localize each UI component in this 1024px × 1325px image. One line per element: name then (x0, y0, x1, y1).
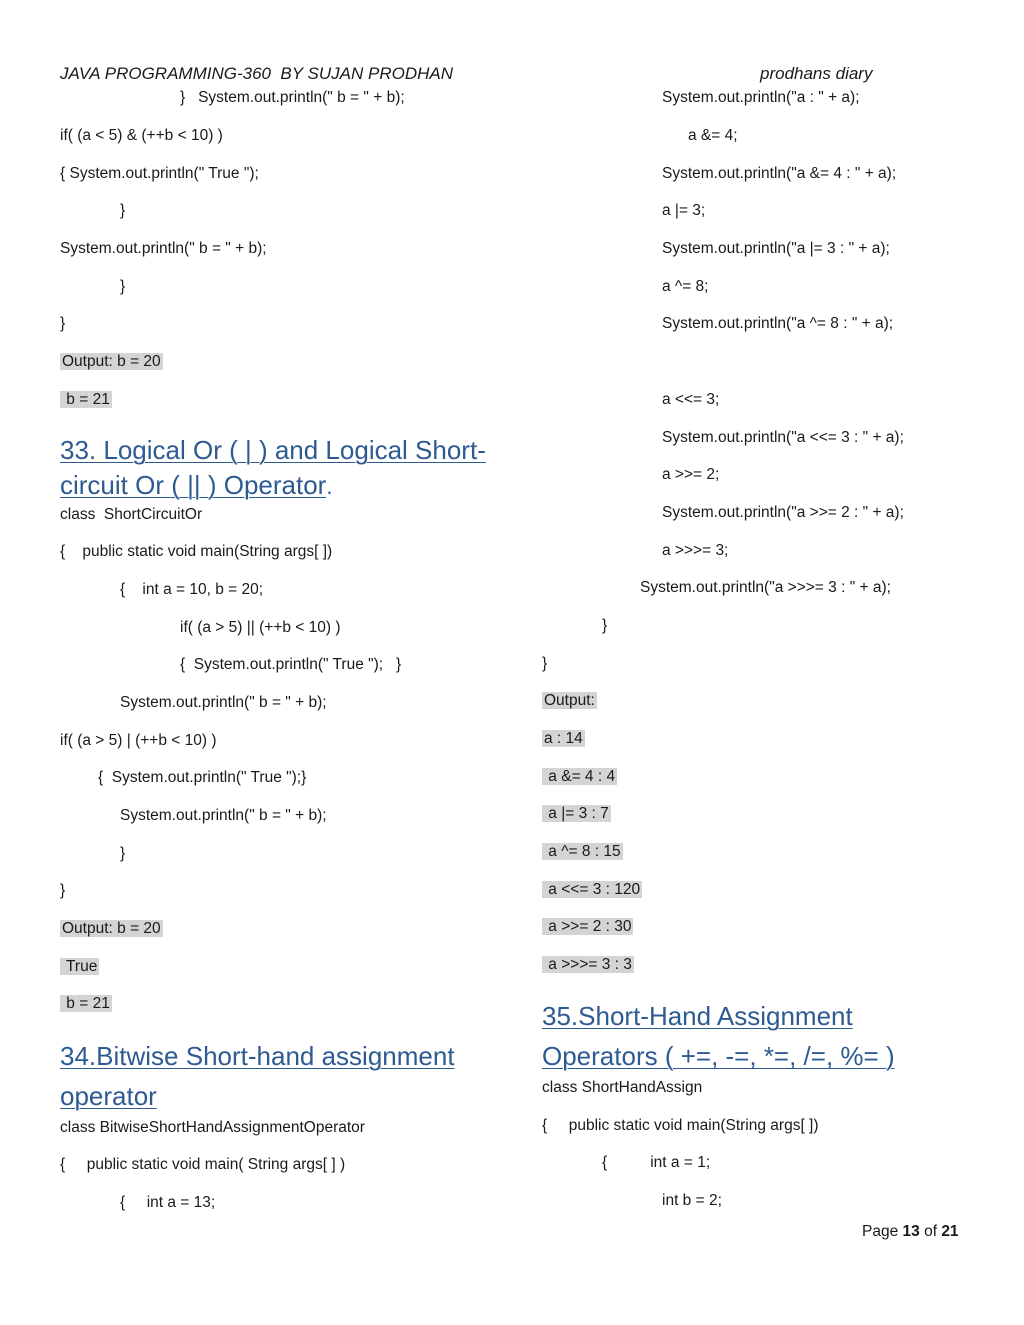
output-line (542, 804, 611, 824)
section-heading-35-cont: Operators ( +=, -=, *=, /=, %= ) (542, 1041, 895, 1071)
output-line (542, 955, 634, 975)
output-highlight: a >>>= 3 : 3 (544, 956, 632, 973)
output-highlight: a ^= 8 : 15 (544, 843, 621, 860)
output-line (60, 957, 99, 977)
section-heading-33: 33. Logical Or ( | ) and Logical Short- (60, 435, 486, 465)
output-highlight: a : 14 (544, 730, 583, 747)
output-line (542, 767, 617, 787)
code-line: class BitwiseShortHandAssignmentOperator (60, 1119, 365, 1136)
section-heading-33-cont (60, 467, 332, 505)
page-current: 13 (902, 1223, 920, 1240)
output-highlight: b = 21 (62, 995, 110, 1012)
code-line: class ShortCircuitOr (60, 506, 203, 523)
code-line: { int a = 1; (602, 1154, 711, 1171)
code-line: System.out.println("a >>= 2 : " + a); (662, 504, 904, 521)
code-line: a >>>= 3; (662, 542, 729, 559)
code-line: { public static void main(String args[ ]) (60, 543, 333, 560)
code-line: { System.out.println(" True "); } (180, 656, 402, 673)
code-line: if( (a < 5) & (++b < 10) ) (60, 127, 223, 144)
output-line (542, 842, 623, 862)
code-line: { int a = 13; (120, 1194, 216, 1211)
heading-dot: . (326, 474, 333, 499)
output-line (542, 880, 642, 900)
code-line: System.out.println(" b = " + b); (120, 807, 327, 824)
code-line: } (120, 202, 126, 219)
output-line (542, 691, 597, 711)
code-line: } (602, 617, 608, 634)
code-line: System.out.println("a : " + a); (662, 89, 860, 106)
code-line: { public static void main( String args[ ] ) (60, 1156, 346, 1173)
output-highlight: a |= 3 : 7 (544, 805, 609, 822)
output-highlight: a &= 4 : 4 (544, 768, 616, 785)
code-line: a <<= 3; (662, 391, 720, 408)
output-highlight: True (62, 958, 98, 975)
output-line (542, 729, 585, 749)
code-line: } (542, 655, 548, 672)
code-line: class ShortHandAssign (542, 1079, 703, 1096)
code-line: a >>= 2; (662, 466, 720, 483)
code-line: } (120, 845, 126, 862)
code-line: if( (a > 5) || (++b < 10) ) (180, 619, 341, 636)
output-line (60, 994, 112, 1014)
code-line: a &= 4; (688, 127, 738, 144)
code-line: { System.out.println(" True "); (60, 165, 259, 182)
output-highlight: Output: b = 20 (62, 353, 161, 370)
code-line: } (60, 882, 66, 899)
code-line: System.out.println(" b = " + b); (60, 240, 267, 257)
code-line: System.out.println("a ^= 8 : " + a); (662, 315, 894, 332)
code-line: } (60, 315, 66, 332)
code-line: int b = 2; (662, 1192, 722, 1209)
code-line: a ^= 8; (662, 278, 709, 295)
output-line (60, 352, 163, 372)
output-line (542, 917, 633, 937)
section-heading-35: 35.Short-Hand Assignment (542, 1001, 853, 1031)
section-heading-34: 34.Bitwise Short-hand assignment (60, 1041, 455, 1071)
output-highlight: a >>= 2 : 30 (544, 918, 632, 935)
page-mid: of (919, 1223, 942, 1240)
header-diary: prodhans diary (760, 64, 873, 83)
code-line: { public static void main(String args[ ]) (542, 1117, 819, 1134)
output-highlight: b = 21 (62, 391, 110, 408)
output-highlight: a <<= 3 : 120 (544, 881, 641, 898)
page-total: 21 (941, 1223, 959, 1240)
code-line: { int a = 10, b = 20; (120, 581, 264, 598)
output-line (60, 919, 163, 939)
code-line: System.out.println("a &= 4 : " + a); (662, 165, 897, 182)
code-line: System.out.println("a |= 3 : " + a); (662, 240, 890, 257)
section-heading-34-cont: operator (60, 1081, 157, 1111)
code-line: { System.out.println(" True ");} (98, 769, 307, 786)
output-highlight: Output: b = 20 (62, 920, 161, 937)
output-highlight: Output: (544, 692, 595, 709)
page-number (862, 1222, 959, 1242)
heading-text: circuit Or ( || ) Operator (60, 470, 327, 500)
code-line: } (120, 278, 126, 295)
code-line: } System.out.println(" b = " + b); (180, 89, 405, 106)
code-line: System.out.println(" b = " + b); (120, 694, 327, 711)
code-line: System.out.println("a >>>= 3 : " + a); (640, 579, 891, 596)
output-line (60, 390, 112, 410)
page-prefix: Page (862, 1223, 903, 1240)
code-line: a |= 3; (662, 202, 706, 219)
code-line: if( (a > 5) | (++b < 10) ) (60, 732, 217, 749)
code-line: System.out.println("a <<= 3 : " + a); (662, 429, 904, 446)
header-title: JAVA PROGRAMMING-360 BY SUJAN PRODHAN (60, 64, 453, 83)
